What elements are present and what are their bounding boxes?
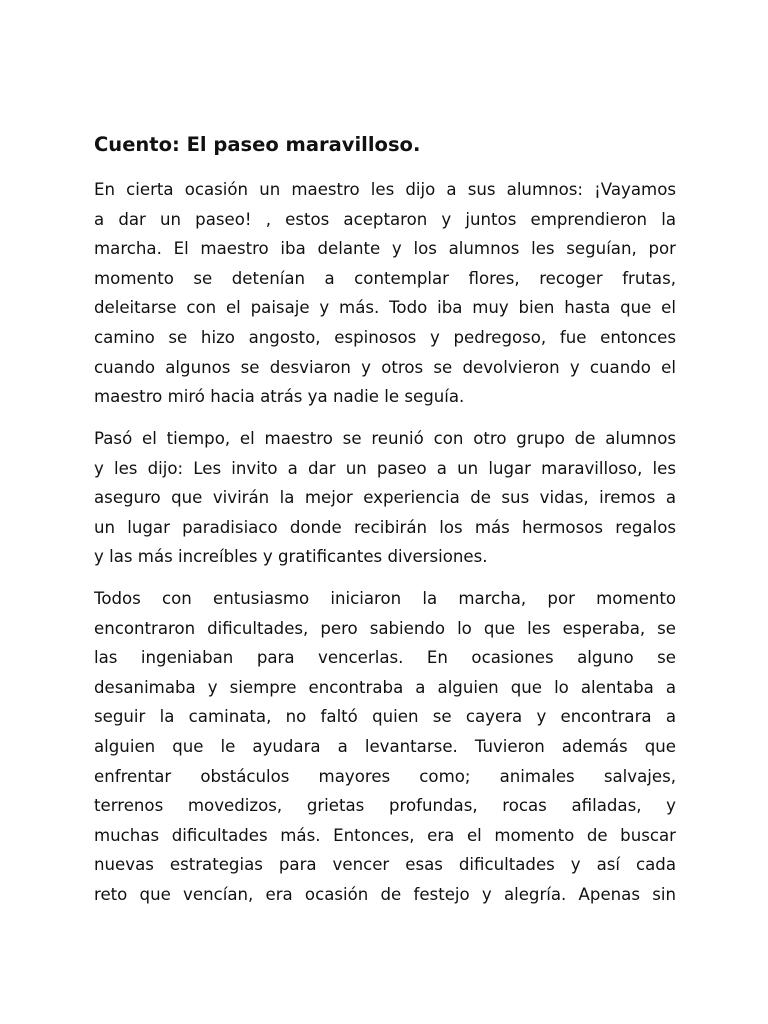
paragraph-line: marcha. El maestro iba delante y los alumnos les seguían, por <box>94 239 676 259</box>
paragraph-line: Todos con entusiasmo iniciaron la marcha, por momento <box>94 589 676 608</box>
paragraph-line: maestro miró hacia atrás ya nadie le seguía. <box>94 387 465 407</box>
paragraph-line: terrenos movedizos, grietas profundas, rocas afiladas, y <box>94 796 676 816</box>
paragraph-line: las ingeniaban para vencerlas. En ocasiones alguno se <box>94 648 676 668</box>
paragraph-line: y las más increíbles y gratificantes diversiones. <box>94 547 488 567</box>
paragraph-2 <box>94 424 676 572</box>
paragraph-line: alguien que le ayudara a levantarse. Tuvieron además que <box>94 736 676 756</box>
paragraph-1 <box>94 175 676 412</box>
paragraph-line: enfrentar obstáculos mayores como; animales salvajes, <box>94 766 676 786</box>
story-title: Cuento: El paseo maravilloso. <box>94 133 421 156</box>
paragraph-line: camino se hizo angosto, espinosos y pedregoso, fue entonces <box>94 327 676 347</box>
paragraph-line: seguir la caminata, no faltó quien se cayera y encontrara a <box>94 707 676 727</box>
paragraph-line: reto que vencían, era ocasión de festejo y alegría. Apenas sin <box>94 884 676 904</box>
paragraph-line: Pasó el tiempo, el maestro se reunió con otro grupo de alumnos <box>94 429 676 448</box>
paragraph-line: cuando algunos se desviaron y otros se devolvieron y cuando el <box>94 357 676 377</box>
paragraph-line: un lugar paradisiaco donde recibirán los más hermosos regalos <box>94 517 676 537</box>
paragraph-line: encontraron dificultades, pero sabiendo lo que les esperaba, se <box>94 618 676 638</box>
paragraph-line: a dar un paseo! , estos aceptaron y juntos emprendieron la <box>94 209 676 229</box>
paragraph-line: muchas dificultades más. Entonces, era el momento de buscar <box>94 825 676 845</box>
paragraph-line: nuevas estrategias para vencer esas dificultades y así cada <box>94 855 676 875</box>
paragraph-line: deleitarse con el paisaje y más. Todo iba muy bien hasta que el <box>94 298 676 318</box>
paragraph-line: aseguro que vivirán la mejor experiencia de sus vidas, iremos a <box>94 488 676 508</box>
paragraph-line: y les dijo: Les invito a dar un paseo a un lugar maravilloso, les <box>94 458 676 478</box>
paragraph-3 <box>94 584 676 910</box>
paragraph-line: En cierta ocasión un maestro les dijo a sus alumnos: ¡Vayamos <box>94 180 676 199</box>
paragraph-line: desanimaba y siempre encontraba a alguien que lo alentaba a <box>94 677 676 697</box>
paragraph-line: momento se detenían a contemplar flores, recoger frutas, <box>94 268 676 288</box>
